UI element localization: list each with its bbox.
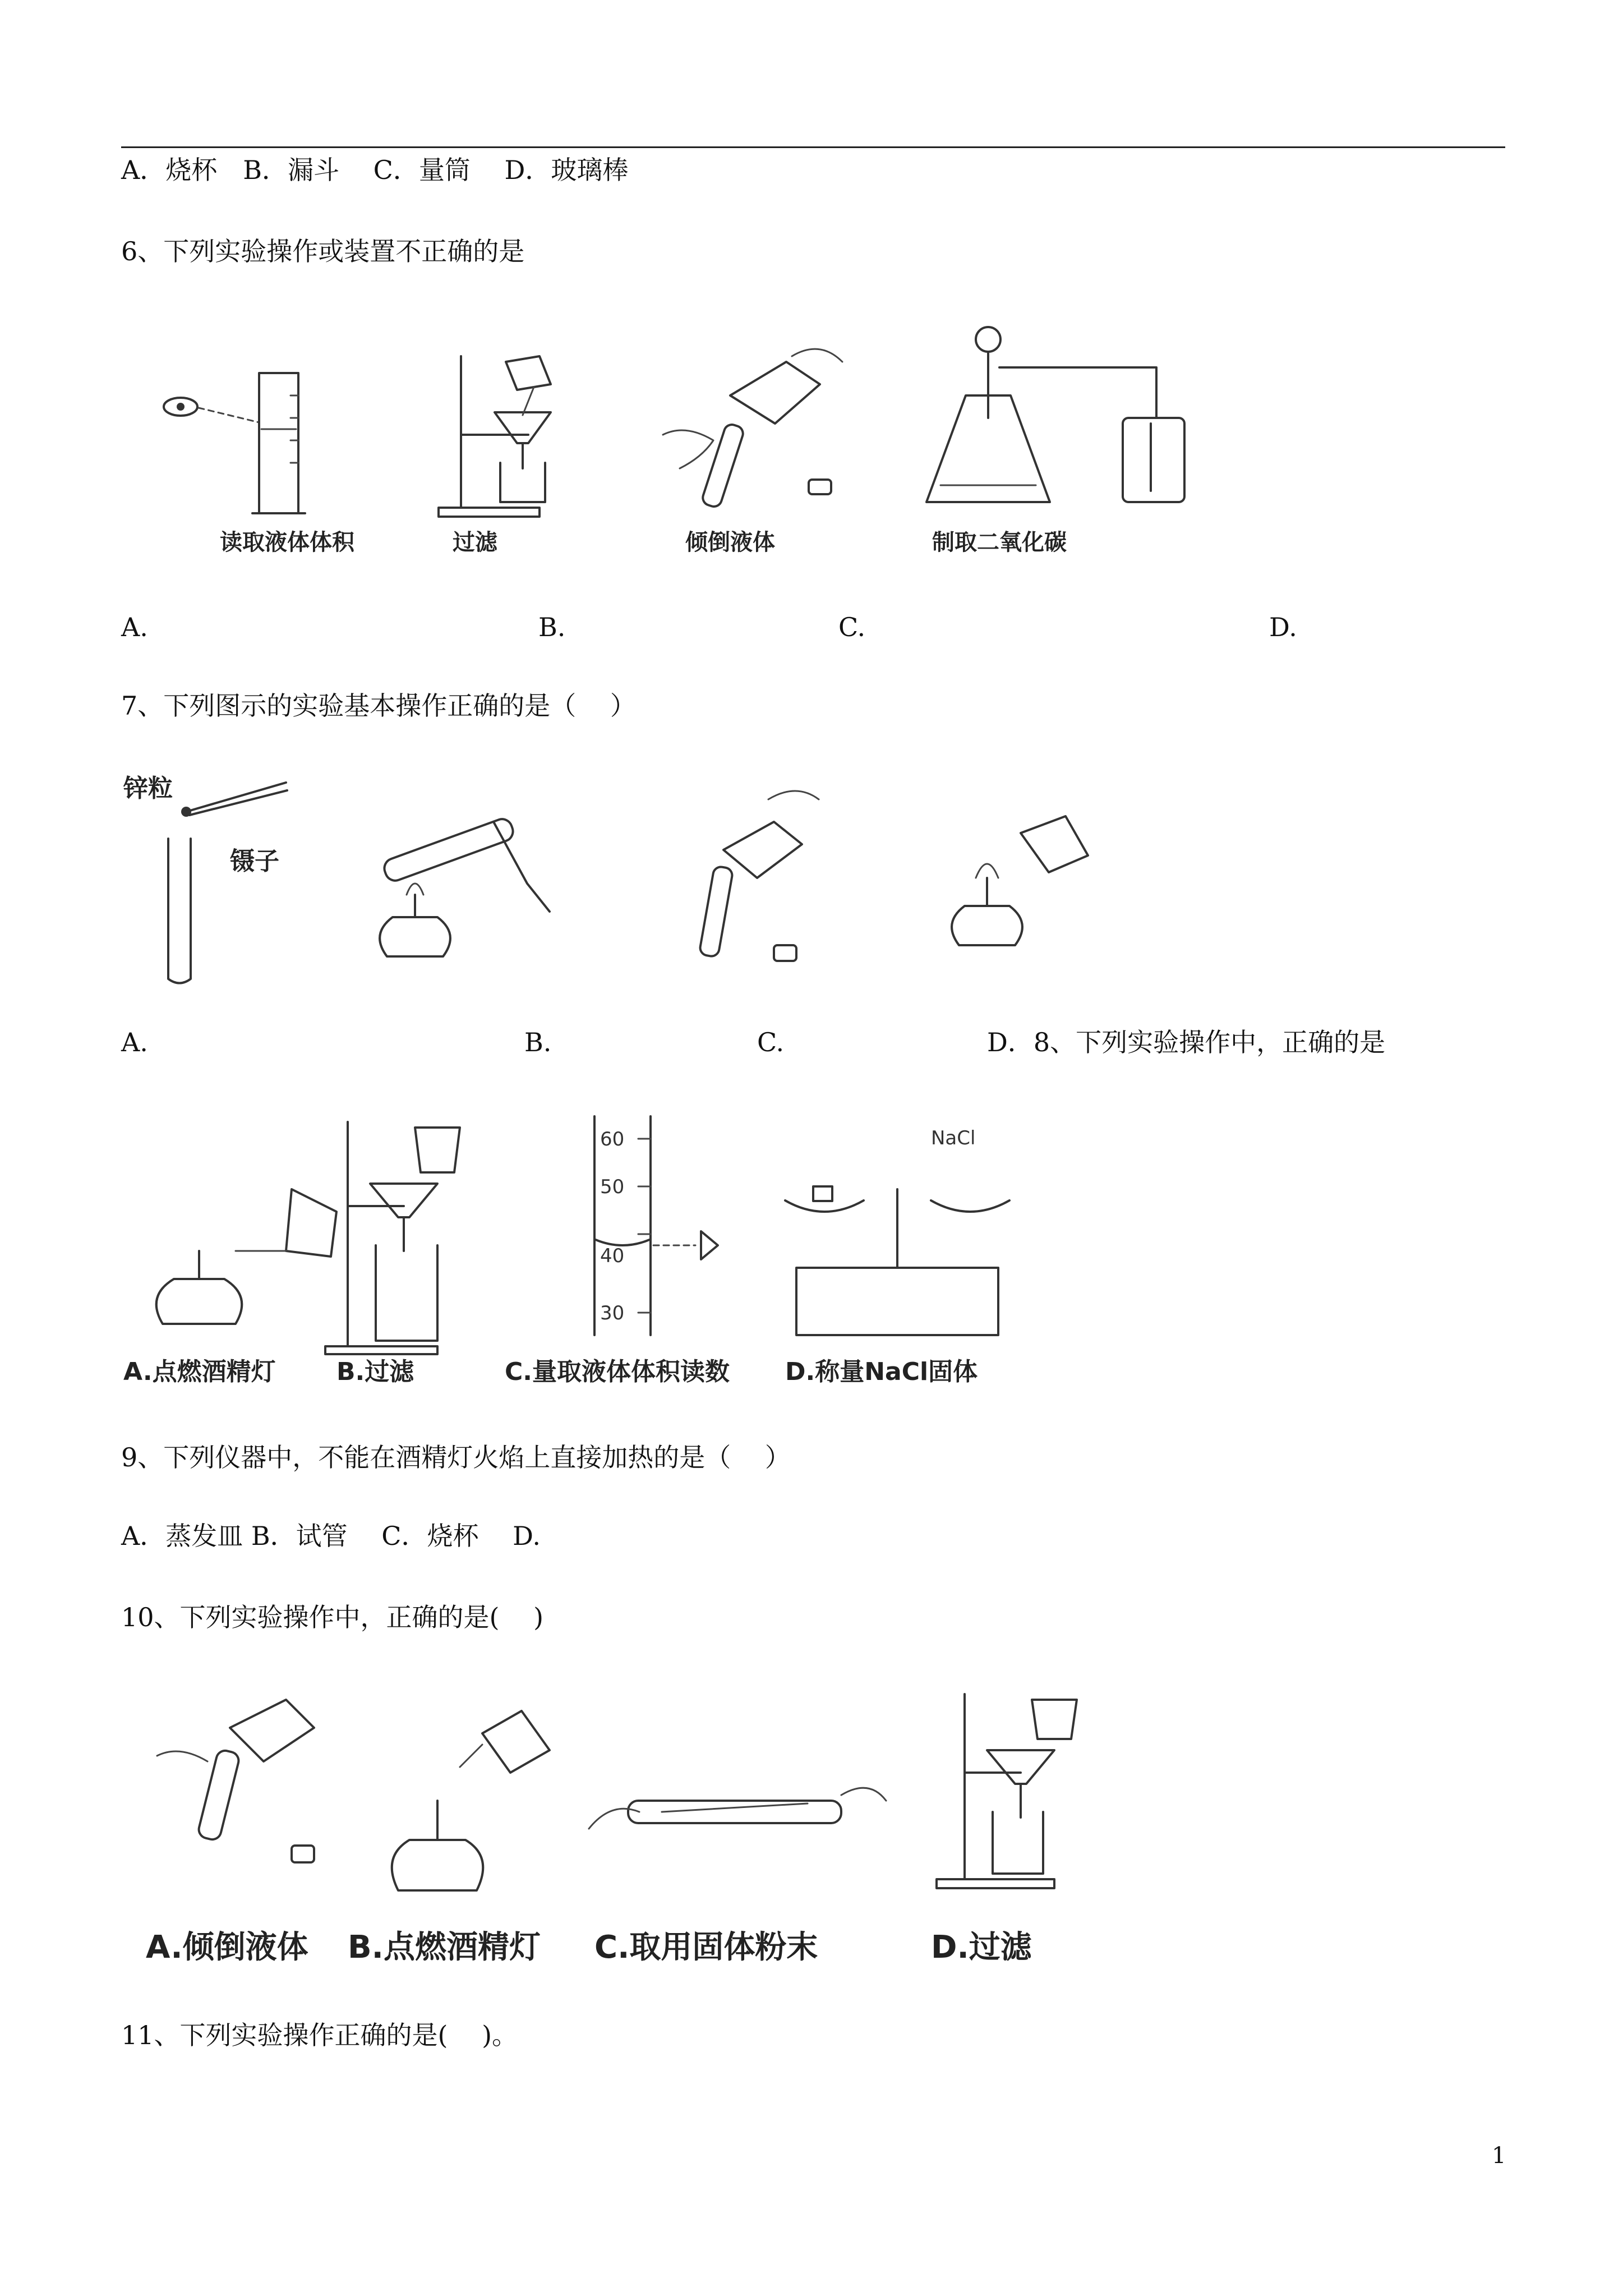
q8-fig-d	[785, 1127, 1009, 1335]
q8-fig-b	[325, 1122, 460, 1354]
q7-option-b: B.	[524, 1027, 552, 1057]
q10-caption: C.取用固体粉末	[594, 1929, 818, 1966]
q10-stem: 10、下列实验操作中，正确的是( )	[121, 1602, 544, 1632]
q8-tick: 50	[600, 1176, 625, 1198]
q7-fig-a	[123, 774, 287, 983]
q7-fig-c	[699, 791, 819, 961]
q7-option-a: A.	[121, 1027, 148, 1057]
q6-stem: 6、下列实验操作或装置不正确的是	[121, 236, 525, 266]
q7-label-zinc: 锌粒	[123, 774, 173, 803]
page-number: 1	[1492, 2143, 1506, 2169]
q9-options: A．蒸发皿 B．试管 C．烧杯 D.	[121, 1521, 541, 1551]
q7-stem: 7、下列图示的实验基本操作正确的是（ ）	[121, 691, 636, 721]
q7-option-d-and-q8-stem: D．8、下列实验操作中，正确的是	[987, 1027, 1386, 1057]
q6-caption: 倾倒液体	[685, 530, 775, 555]
q8-fig-a	[156, 1189, 336, 1324]
q10-fig-a	[157, 1700, 314, 1862]
q10-fig-b	[392, 1711, 550, 1890]
q10-fig-d	[937, 1694, 1077, 1888]
q6-caption: 制取二氧化碳	[932, 530, 1067, 555]
header-rule	[121, 146, 1505, 148]
q6-fig-read-volume	[164, 373, 305, 513]
q6-caption: 读取液体体积	[220, 530, 354, 555]
q8-caption: D.称量NaCl固体	[785, 1358, 978, 1386]
q8-tick: 40	[600, 1245, 625, 1267]
q6-option-d: D.	[1269, 612, 1297, 642]
q8-figure	[123, 1111, 1021, 1391]
q6-figure	[147, 323, 1201, 558]
q9-stem: 9、下列仪器中，不能在酒精灯火焰上直接加热的是（ ）	[121, 1442, 791, 1473]
q8-fig-c	[594, 1116, 718, 1335]
q11-stem: 11、下列实验操作正确的是( )。	[121, 2020, 518, 2050]
q10-caption: D.过滤	[931, 1929, 1032, 1966]
q7-option-c: C.	[757, 1027, 785, 1057]
q6-option-b: B.	[538, 612, 566, 642]
q8-balance-label: NaCl	[931, 1127, 976, 1149]
q10-caption: A.倾倒液体	[146, 1929, 308, 1966]
q7-fig-d	[952, 816, 1088, 945]
q5-options: A．烧杯 B．漏斗 C．量筒 D．玻璃棒	[121, 155, 629, 185]
q6-fig-co2	[926, 327, 1184, 502]
q6-fig-filter	[439, 356, 551, 517]
q8-caption: A.点燃酒精灯	[123, 1358, 276, 1386]
q8-tick: 60	[600, 1128, 625, 1151]
q6-option-c: C.	[838, 612, 866, 642]
q7-label-tweezers: 镊子	[230, 847, 279, 876]
q10-fig-c	[589, 1788, 886, 1829]
q7-figure	[123, 766, 1133, 990]
q6-option-a: A.	[121, 612, 148, 642]
q6-fig-pour	[663, 349, 842, 508]
q8-tick: 30	[600, 1302, 625, 1324]
q6-caption: 过滤	[453, 530, 497, 555]
q8-caption: C.量取液体体积读数	[505, 1358, 730, 1386]
q10-caption: B.点燃酒精灯	[348, 1929, 541, 1966]
q10-figure	[123, 1688, 1110, 1969]
q7-fig-b	[380, 816, 550, 956]
q8-caption: B.过滤	[336, 1358, 414, 1386]
